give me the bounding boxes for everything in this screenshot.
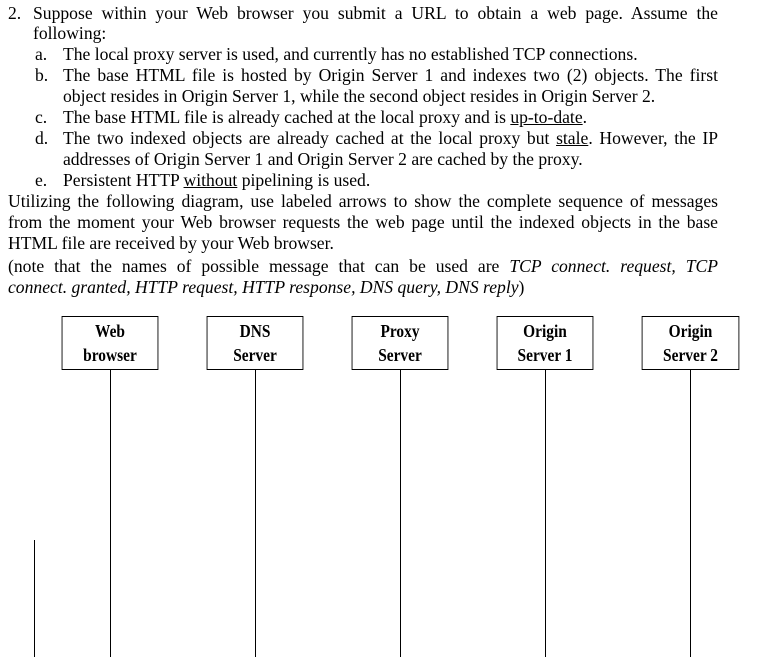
- item-c-text-pre: The base HTML file is already cached at the local proxy and is: [63, 107, 511, 127]
- item-e-underlined: without: [183, 170, 238, 190]
- item-c-text: [63, 107, 587, 128]
- item-b-text-line2: object resides in Origin Server 1, while the second object resides in Origin Server 2.: [63, 86, 656, 106]
- item-e-text: [63, 170, 370, 191]
- lifeline-web-browser: [110, 370, 111, 657]
- item-d-label: d.: [35, 128, 49, 148]
- note-line2: [8, 277, 524, 298]
- entity-dns-server-line2: Server: [233, 345, 277, 365]
- entity-box-proxy-server: [352, 316, 449, 370]
- question-intro-line1: Suppose within your Web browser you submit a URL to obtain a web page. Assume the: [33, 3, 718, 23]
- item-e-text-post: pipelining is used.: [237, 170, 371, 190]
- lifeline-proxy-server: [400, 370, 401, 657]
- question-number: 2.: [8, 3, 22, 23]
- item-e-text-pre: Persistent HTTP: [63, 170, 184, 190]
- item-d-text-line1: [63, 128, 718, 149]
- item-a-text: The local proxy server is used, and currently has no established TCP connections.: [63, 44, 638, 64]
- entity-origin-server-2-line2: Server 2: [663, 345, 718, 365]
- item-c-underlined: up-to-date: [510, 107, 583, 127]
- note-close-paren: ): [518, 277, 525, 297]
- instruction-line1: Utilizing the following diagram, use labeled arrows to show the complete sequence of messages: [8, 191, 718, 211]
- item-c-label: c.: [35, 107, 48, 127]
- entity-dns-server-line1: DNS: [239, 321, 271, 341]
- item-d-underlined: stale: [556, 128, 589, 148]
- item-d-text-line2: addresses of Origin Server 1 and Origin Server 2 are cached by the proxy.: [63, 149, 583, 169]
- entity-web-browser-line1: Web: [95, 321, 125, 341]
- note-text: (note that the names of possible message that can be used are: [8, 256, 510, 276]
- note-italic-part2: connect. granted, HTTP request, HTTP response, DNS query, DNS reply: [8, 277, 519, 297]
- entity-proxy-server-line1: Proxy: [380, 321, 420, 341]
- entity-box-origin-server-2: [642, 316, 740, 370]
- lifeline-origin-server-1: [545, 370, 546, 657]
- item-c-text-post: .: [582, 107, 588, 127]
- item-b-text-line1: The base HTML file is hosted by Origin Server 1 and indexes two (2) objects. The first: [63, 65, 718, 85]
- entity-web-browser-line2: browser: [83, 345, 137, 365]
- note-italic-part1: TCP connect. request, TCP: [509, 256, 718, 276]
- item-d-text-post: . However, the IP: [588, 128, 718, 148]
- item-e-label: e.: [35, 170, 48, 190]
- question-intro-line2: following:: [33, 23, 107, 43]
- note-line1: [8, 256, 718, 277]
- item-d-text-pre: The two indexed objects are already cached at the local proxy but: [63, 128, 557, 148]
- entity-box-origin-server-1: [497, 316, 594, 370]
- entity-box-dns-server: [207, 316, 304, 370]
- entity-origin-server-1-line1: Origin: [523, 321, 567, 341]
- entity-origin-server-1-line2: Server 1: [517, 345, 573, 365]
- entity-proxy-server-line2: Server: [378, 345, 422, 365]
- item-b-label: b.: [35, 65, 49, 85]
- item-a-label: a.: [35, 44, 48, 64]
- entity-origin-server-2-line1: Origin: [668, 321, 713, 341]
- instruction-line2: from the moment your Web browser requests the web page until the indexed objects in the base: [8, 212, 718, 232]
- instruction-line3: HTML file are received by your Web browser.: [8, 233, 334, 253]
- left-margin-line: [34, 540, 35, 657]
- lifeline-origin-server-2: [690, 370, 691, 657]
- entity-box-web-browser: [62, 316, 159, 370]
- lifeline-dns-server: [255, 370, 256, 657]
